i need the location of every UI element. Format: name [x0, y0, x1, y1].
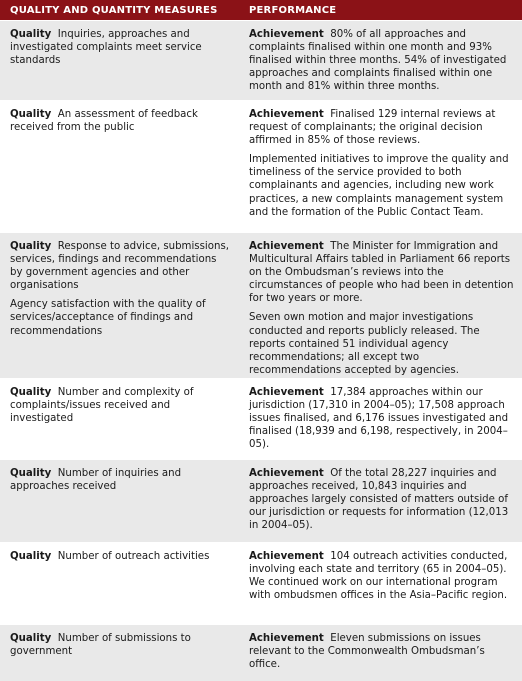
- measure-cell: [0, 460, 240, 542]
- quality-label: Quality: [10, 241, 52, 252]
- achievement-cell: [240, 543, 522, 624]
- table-row: [0, 379, 522, 460]
- measure-text: Agency satisfaction with the quality of services/acceptance of findings and recommendations: [10, 299, 206, 337]
- measure-cell: [0, 625, 240, 681]
- table-row: [0, 460, 522, 543]
- quality-label: Quality: [10, 551, 52, 562]
- quality-label: Quality: [10, 109, 52, 120]
- header-performance: PERFORMANCE: [249, 4, 337, 16]
- achievement-text: Achievement The Minister for Immigration and Multicultural Affairs tabled in Parliament 66 reports on the Ombudsman’s reviews into the circumstances of people who had been in detention for two years or more.: [249, 241, 514, 305]
- achievement-label: Achievement: [249, 241, 324, 252]
- achievement-label: Achievement: [249, 387, 324, 398]
- measure-cell: [0, 379, 240, 459]
- achievement-cell: [240, 21, 522, 100]
- measure-text: Quality Number of submissions to government: [10, 633, 191, 658]
- achievement-cell: [240, 379, 522, 459]
- measure-text: Quality Number of outreach activities: [10, 551, 210, 562]
- achievement-text: Achievement 104 outreach activities conducted, involving each state and territory (65 in 2004–05). We continued work on our international program with ombudsmen offices in the Asia–Pacific region.: [249, 551, 508, 602]
- table-header: [0, 0, 522, 21]
- quality-label: Quality: [10, 387, 52, 398]
- table-row: [0, 625, 522, 681]
- table-row: [0, 21, 522, 101]
- measure-text: Quality Number and complexity of complaints/issues received and investigated: [10, 387, 194, 425]
- achievement-text: Implemented initiatives to improve the quality and timeliness of the service provided to both complainants and agencies, including new work practices, a new complaints management system and the formation of the Public Contact Team.: [249, 154, 509, 218]
- measure-text: Quality Response to advice, submissions, services, findings and recommendations by government agencies and other organisations: [10, 241, 229, 292]
- measure-text: Quality Inquiries, approaches and investigated complaints meet service standards: [10, 29, 202, 67]
- achievement-cell: [240, 233, 522, 378]
- achievement-text: Achievement 80% of all approaches and complaints finalised within one month and 93% finalised within three months. 54% of investigated approaches and complaints finalised within one month and 81% within three months.: [249, 29, 507, 93]
- measure-cell: [0, 21, 240, 100]
- achievement-label: Achievement: [249, 468, 324, 479]
- achievement-label: Achievement: [249, 633, 324, 644]
- measure-text: Quality Number of inquiries and approaches received: [10, 468, 182, 493]
- table-row: [0, 543, 522, 625]
- achievement-cell: [240, 625, 522, 681]
- measure-cell: [0, 543, 240, 624]
- achievement-text: Achievement Of the total 28,227 inquiries and approaches received, 10,843 inquiries and approaches largely consisted of matters outside of our jurisdiction or requests for information (12,013 in 2004–05).: [249, 468, 509, 532]
- quality-label: Quality: [10, 633, 52, 644]
- achievement-text: Achievement 17,384 approaches within our jurisdiction (17,310 in 2004–05); 17,508 approach issues finalised, and 6,176 issues investigated and finalised (18,939 and 6,198, respectively, in 2004–05).: [249, 387, 509, 451]
- header-measures: QUALITY AND QUANTITY MEASURES: [10, 4, 218, 16]
- table-row: [0, 101, 522, 233]
- table-row: [0, 233, 522, 379]
- measure-text: Quality An assessment of feedback received from the public: [10, 109, 198, 134]
- achievement-text: Seven own motion and major investigations conducted and reports publicly released. The reports contained 51 individual agency recommendations; all except two recommendations accepted by agencies.: [249, 312, 480, 376]
- achievement-text: Achievement Finalised 129 internal reviews at request of complainants; the original decision affirmed in 85% of those reviews.: [249, 109, 496, 147]
- achievement-label: Achievement: [249, 29, 324, 40]
- achievement-label: Achievement: [249, 551, 324, 562]
- achievement-cell: [240, 460, 522, 542]
- achievement-label: Achievement: [249, 109, 324, 120]
- achievement-text: Achievement Eleven submissions on issues relevant to the Commonwealth Ombudsman’s office.: [249, 633, 485, 671]
- achievement-cell: [240, 101, 522, 232]
- quality-label: Quality: [10, 29, 52, 40]
- quality-label: Quality: [10, 468, 52, 479]
- measure-cell: [0, 233, 240, 378]
- measure-cell: [0, 101, 240, 232]
